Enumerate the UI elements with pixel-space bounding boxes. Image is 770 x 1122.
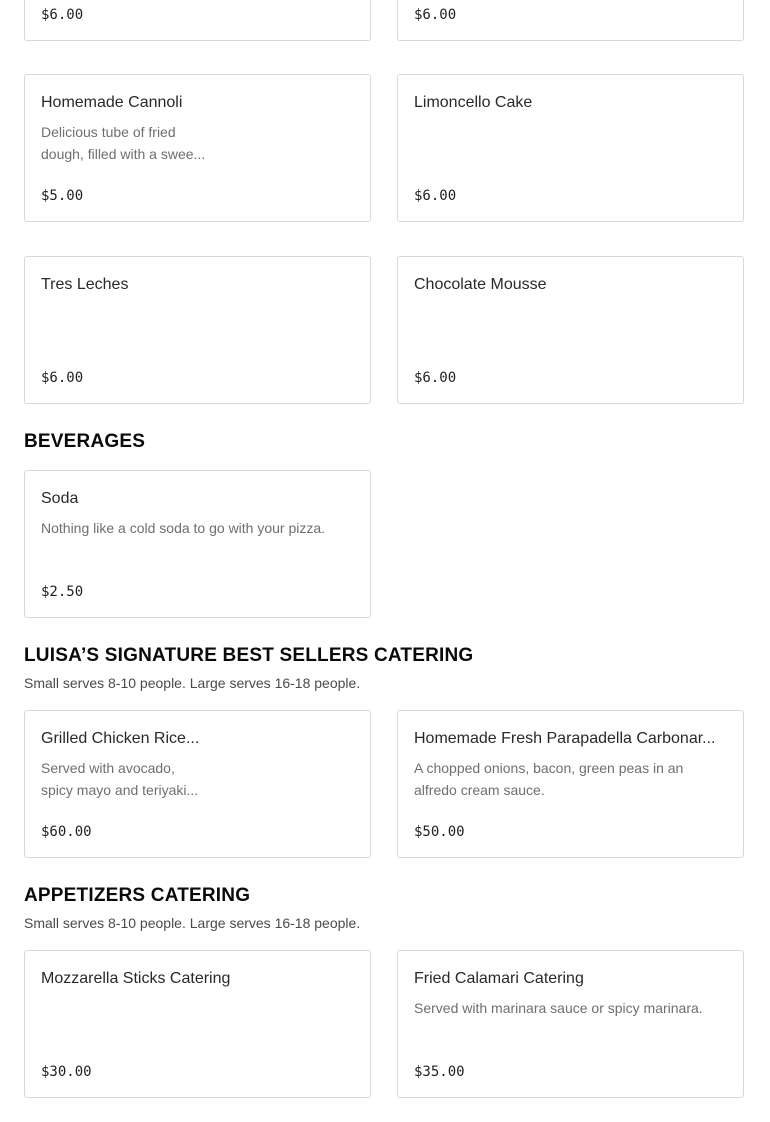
item-price: $50.00 — [414, 824, 465, 840]
section-subtitle: Small serves 8-10 people. Large serves 16-18 people. — [24, 915, 361, 931]
item-price: $35.00 — [414, 1064, 465, 1080]
item-name: Tres Leches — [41, 276, 129, 293]
item-price: $6.00 — [414, 370, 457, 386]
menu-item-card[interactable] — [397, 0, 744, 41]
menu-item-card-homemade-cannoli[interactable] — [24, 74, 371, 222]
menu-item-card-mozzarella-sticks-catering[interactable] — [24, 950, 371, 1098]
menu-item-card-tres-leches[interactable] — [24, 256, 371, 404]
item-name: Mozzarella Sticks Catering — [41, 970, 231, 987]
item-name: Chocolate Mousse — [414, 276, 547, 293]
item-price: $2.50 — [41, 584, 84, 600]
section-heading-appetizers-catering: APPETIZERS CATERING — [24, 885, 251, 906]
item-price: $6.00 — [414, 7, 457, 23]
menu-item-card-grilled-chicken-rice[interactable] — [24, 710, 371, 858]
item-name: Soda — [41, 490, 79, 507]
item-name: Homemade Fresh Parapadella Carbonar... — [414, 730, 716, 747]
menu-item-card-soda[interactable] — [24, 470, 371, 618]
item-price: $60.00 — [41, 824, 92, 840]
item-description-line: spicy mayo and teriyaki... — [41, 782, 199, 798]
menu-item-card-fried-calamari-catering[interactable] — [397, 950, 744, 1098]
item-price: $6.00 — [41, 370, 84, 386]
item-price: $5.00 — [41, 188, 84, 204]
item-description-line: alfredo cream sauce. — [414, 782, 545, 798]
item-name: Homemade Cannoli — [41, 94, 183, 111]
item-description — [414, 757, 727, 801]
menu-item-card-parapadella-carbonara[interactable] — [397, 710, 744, 858]
item-name: Limoncello Cake — [414, 94, 533, 111]
item-description — [41, 757, 216, 801]
item-price: $30.00 — [41, 1064, 92, 1080]
item-price: $6.00 — [41, 7, 84, 23]
section-subtitle: Small serves 8-10 people. Large serves 16-18 people. — [24, 675, 361, 691]
item-description: Nothing like a cold soda to go with your pizza. — [41, 520, 326, 536]
item-description-line: A chopped onions, bacon, green peas in an — [414, 760, 684, 776]
menu-item-card[interactable] — [24, 0, 371, 41]
section-heading-beverages: BEVERAGES — [24, 431, 146, 452]
item-description-line: Delicious tube of fried — [41, 124, 176, 140]
item-description-line: dough, filled with a swee... — [41, 146, 206, 162]
menu-item-card-limoncello-cake[interactable] — [397, 74, 744, 222]
item-description — [41, 121, 216, 165]
item-name: Grilled Chicken Rice... — [41, 730, 200, 747]
menu-item-card-chocolate-mousse[interactable] — [397, 256, 744, 404]
item-description: Served with marinara sauce or spicy marinara. — [414, 1000, 703, 1016]
item-price: $6.00 — [414, 188, 457, 204]
item-name: Fried Calamari Catering — [414, 970, 584, 987]
section-heading-signature-catering: LUISA’S SIGNATURE BEST SELLERS CATERING — [24, 645, 474, 666]
item-description-line: Served with avocado, — [41, 760, 175, 776]
